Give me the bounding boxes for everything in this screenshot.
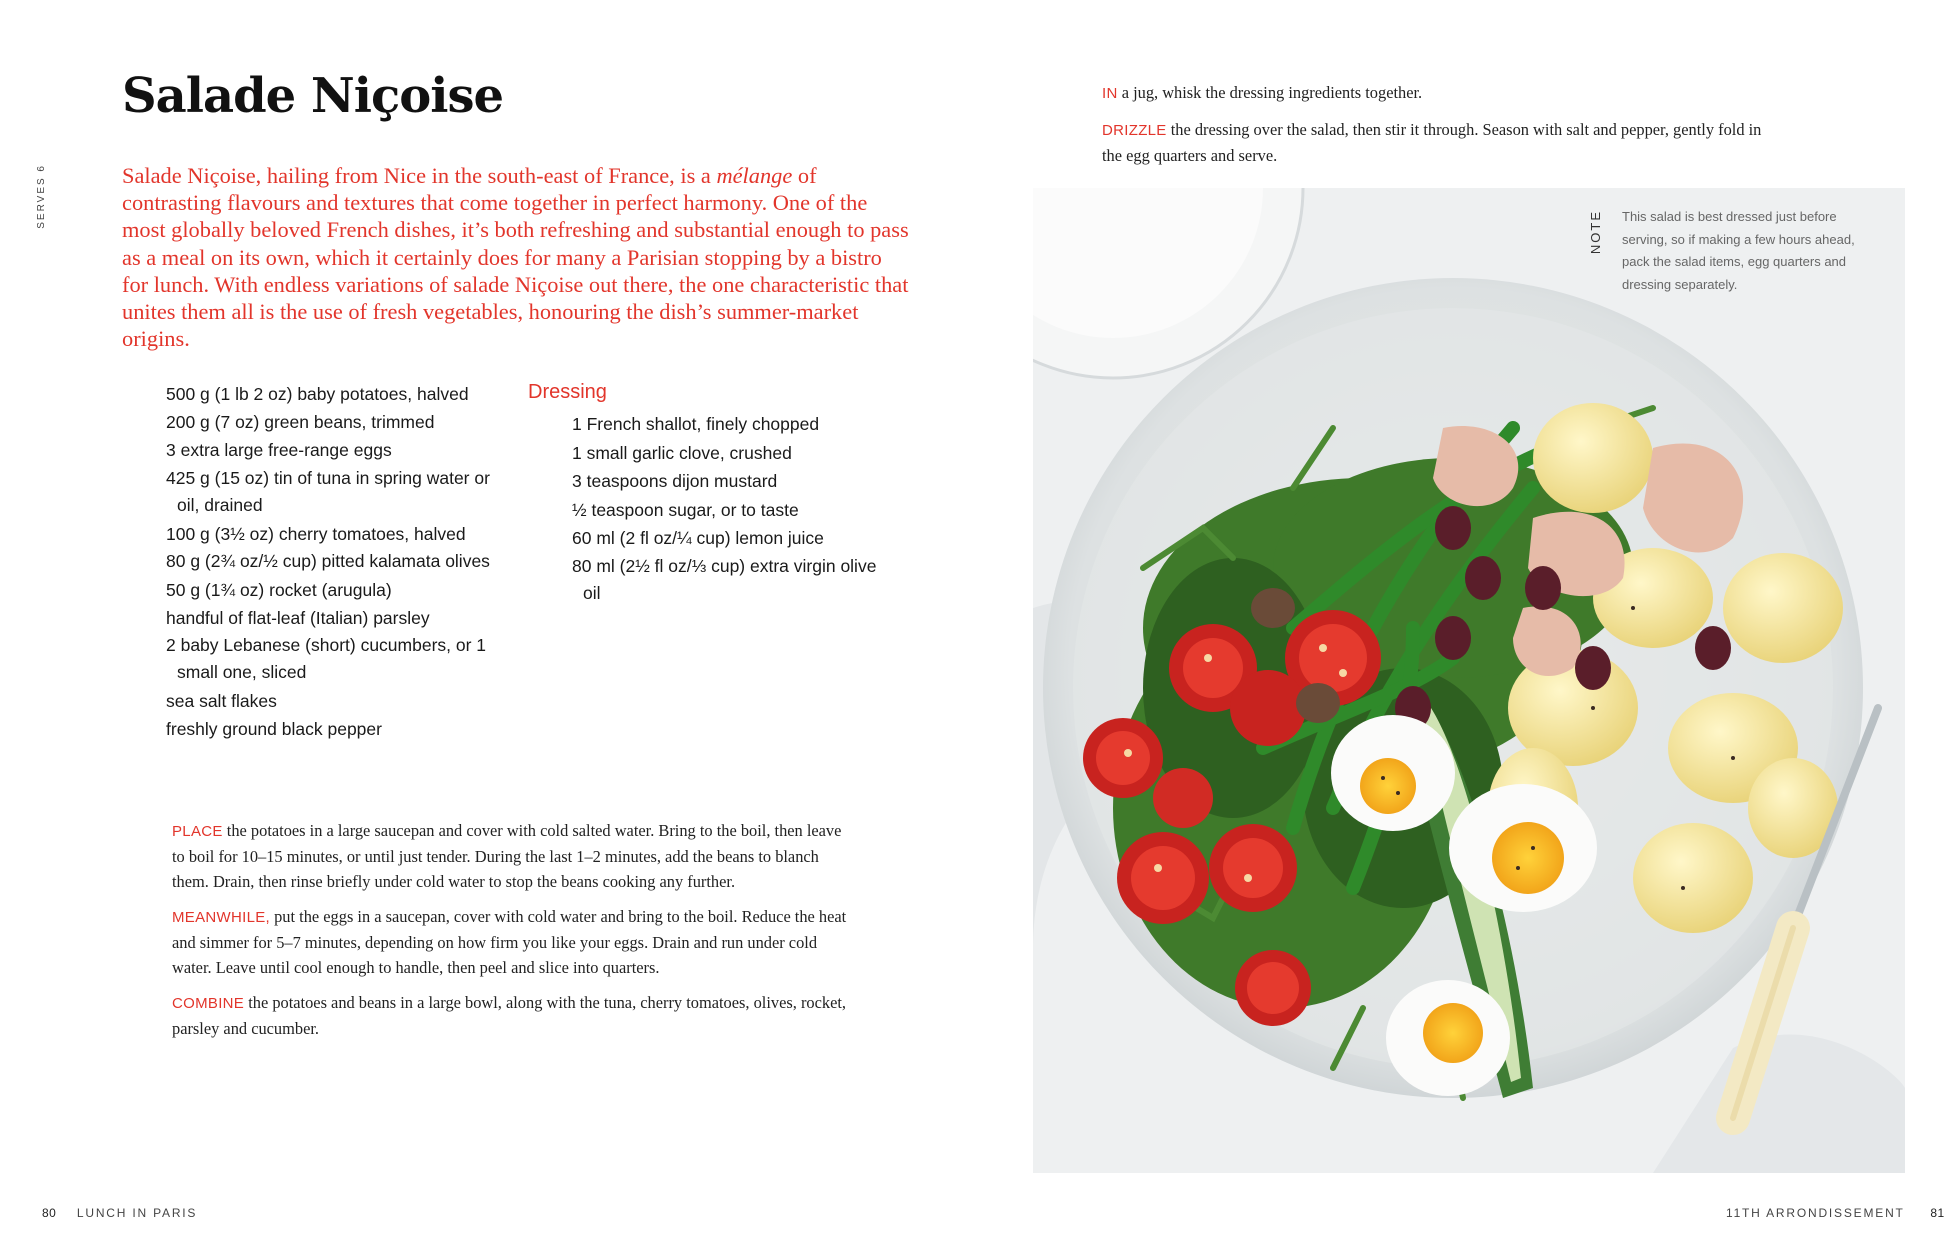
ingredient-item: 200 g (7 oz) green beans, trimmed: [166, 412, 435, 433]
step-text: the potatoes and beans in a large bowl, along with the tuna, cherry tomatoes, olives, rocket, parsley and cucumber.: [172, 993, 846, 1038]
step-text: put the eggs in a saucepan, cover with cold water and bring to the boil. Reduce the heat and simmer for 5–7 minutes, depending on how firm you like your eggs. Drain and run under cold water. Leave until cool enough to handle, then peel and slice into quarters.: [172, 907, 847, 977]
page-number-left: 80: [42, 1206, 57, 1220]
ingredient-item: 50 g (1¾ oz) rocket (arugula): [166, 579, 392, 600]
method-step: [1102, 80, 1762, 106]
step-text: the dressing over the salad, then stir it through. Season with salt and pepper, gently fold in the egg quarters and serve.: [1102, 120, 1762, 165]
serves-label: SERVES 6: [36, 164, 47, 229]
intro-emphasis: mélange: [716, 163, 793, 188]
ingredient-item: 2 baby Lebanese (short) cucumbers, or 1 small one, sliced: [166, 635, 487, 683]
ingredient-item: 80 g (2¾ oz/½ cup) pitted kalamata olives: [166, 550, 490, 571]
dressing-heading: Dressing: [528, 381, 607, 403]
ingredient-item: handful of flat-leaf (Italian) parsley: [166, 608, 430, 629]
method-steps-left: [172, 818, 848, 1051]
running-head-right: 11TH ARRONDISSEMENT: [1726, 1206, 1905, 1220]
intro-part-2: of contrasting flavours and textures that come together in perfect harmony. One of the most globally beloved French dishes, it’s both refreshing and substantial enough to pass as a meal on its own, which it certainly does for many a Parisian stopping by a bistro for lunch. With endless variations of salade Niçoise out there, the one characteristic that unites them all is the use of fresh vegetables, honouring the dish’s summer-market origins.: [122, 163, 909, 352]
step-keyword: DRIZZLE: [1102, 122, 1167, 139]
step-keyword: MEANWHILE,: [172, 909, 271, 926]
ingredient-item: 3 extra large free-range eggs: [166, 440, 392, 461]
step-keyword: IN: [1102, 85, 1118, 102]
dressing-item: 1 French shallot, finely chopped: [572, 414, 820, 434]
ingredient-item: 425 g (15 oz) tin of tuna in spring water or oil, drained: [166, 467, 490, 515]
step-keyword: PLACE: [172, 823, 223, 840]
ingredient-item: 100 g (3½ oz) cherry tomatoes, halved: [166, 523, 466, 544]
method-step: [172, 904, 848, 980]
recipe-title: Salade Niçoise: [122, 68, 504, 124]
note-text: This salad is best dressed just before serving, so if making a few hours ahead, pack the salad items, egg quarters and dressing separately.: [1622, 209, 1855, 292]
dressing-list: [572, 410, 892, 607]
step-text: a jug, whisk the dressing ingredients together.: [1117, 83, 1423, 102]
salad-illustration: [1033, 188, 1905, 1173]
step-text: the potatoes in a large saucepan and cover with cold salted water. Bring to the boil, then leave to boil for 10–15 minutes, or until just tender. During the last 1–2 minutes, add the beans to blanch them. Drain, then rinse briefly under cold water to stop the beans cooking any further.: [172, 821, 842, 891]
method-step: [172, 818, 848, 894]
dressing-item: ½ teaspoon sugar, or to taste: [572, 499, 799, 520]
dressing-item: 80 ml (2½ fl oz/⅓ cup) extra virgin olive oil: [572, 555, 877, 603]
running-head-left: LUNCH IN PARIS: [76, 1206, 198, 1220]
step-keyword: COMBINE: [172, 995, 245, 1012]
left-footer: [42, 1206, 197, 1220]
ingredient-list: [166, 380, 516, 744]
dressing-item: 3 teaspoons dijon mustard: [572, 471, 778, 491]
page-number-right: 81: [1930, 1206, 1945, 1220]
recipe-intro: [122, 162, 912, 352]
intro-part-1: Salade Niçoise, hailing from Nice in the south-east of France, is a: [122, 163, 717, 188]
right-footer: [1726, 1206, 1945, 1220]
ingredient-item: freshly ground black pepper: [166, 719, 382, 740]
dressing-item: 1 small garlic clove, crushed: [572, 442, 792, 463]
dressing-item: 60 ml (2 fl oz/¼ cup) lemon juice: [572, 528, 824, 548]
ingredient-item: 500 g (1 lb 2 oz) baby potatoes, halved: [166, 384, 469, 404]
note-label: NOTE: [1588, 210, 1603, 255]
salad-photo: [1033, 188, 1905, 1173]
method-steps-right: [1102, 80, 1762, 179]
method-step: [172, 990, 848, 1041]
ingredient-item: sea salt flakes: [166, 691, 277, 712]
method-step: [1102, 117, 1762, 168]
